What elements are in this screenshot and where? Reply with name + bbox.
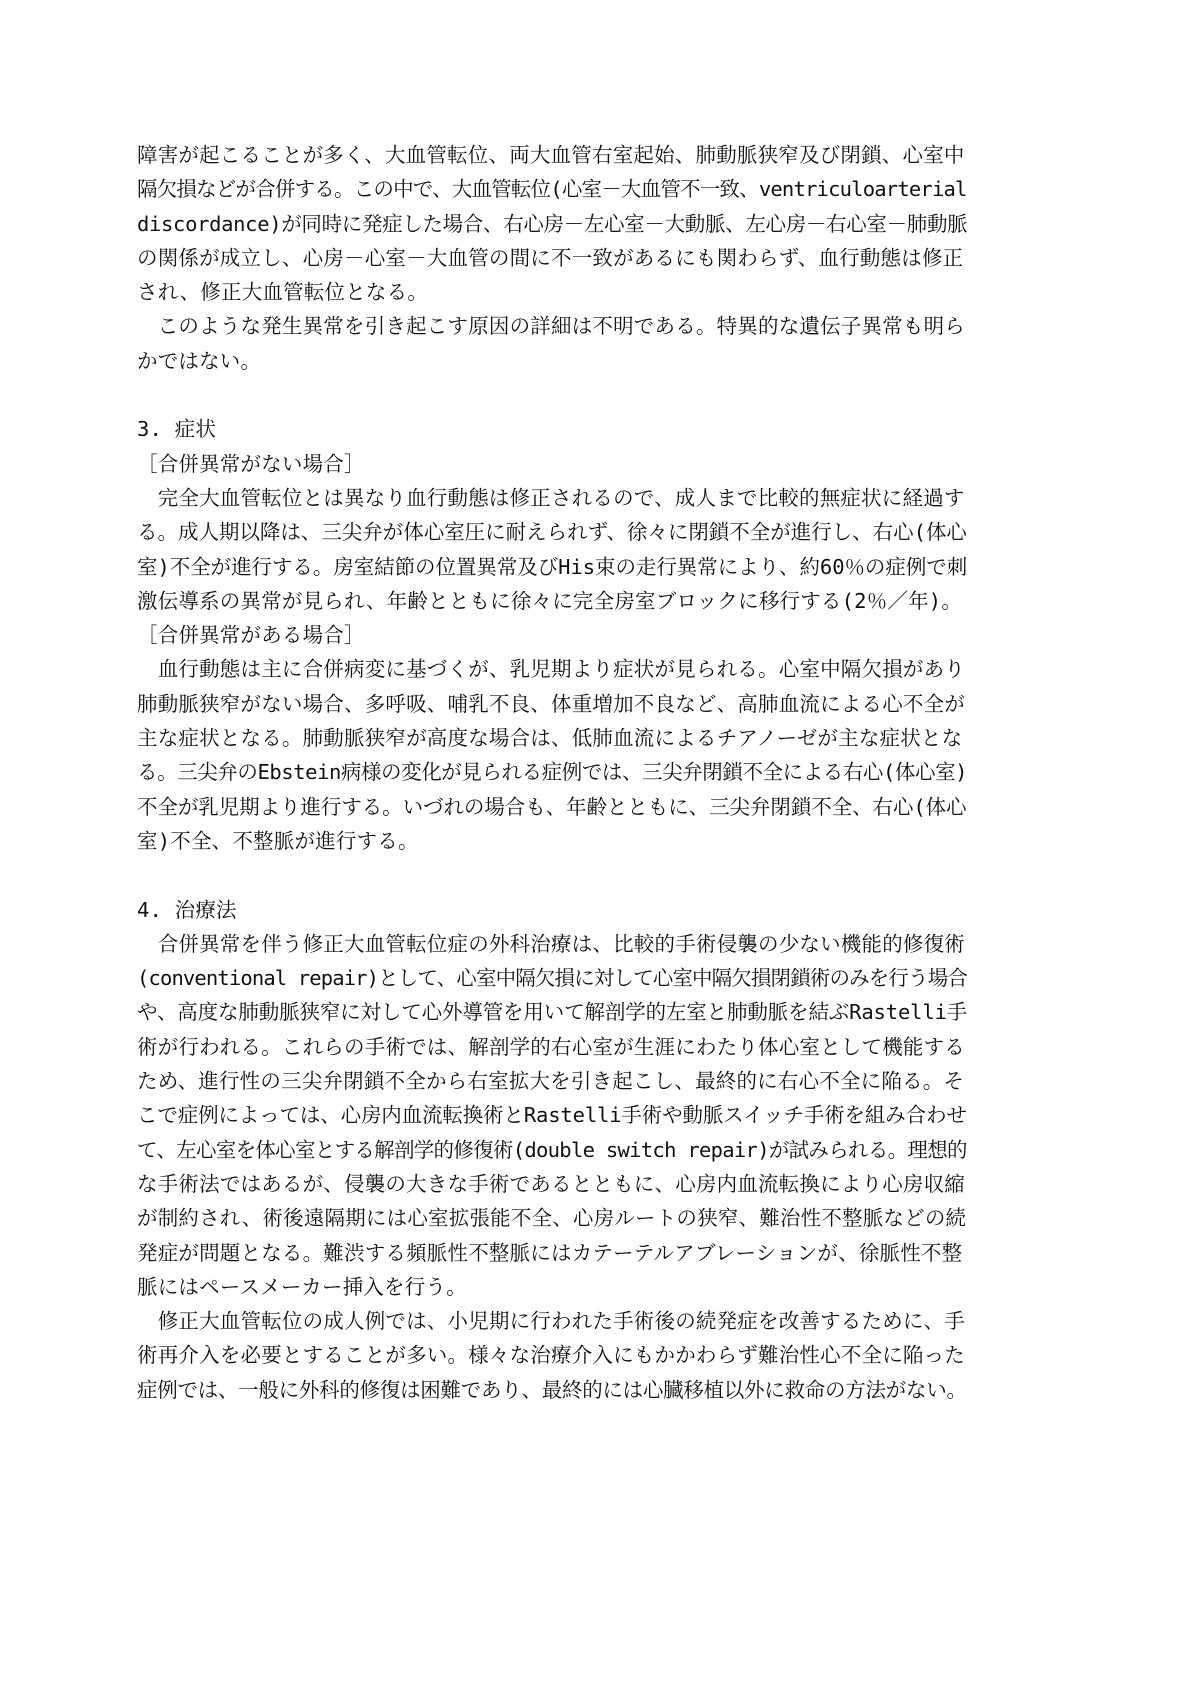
text-line: こで症例によっては、心房内血流転換術とRastelli手術や動脈スイッチ手術を組み合わせ — [137, 1103, 967, 1128]
text-line: 血行動態は主に合併病変に基づくが、乳児期より症状が見られる。心室中隔欠損があり — [137, 657, 965, 682]
text-line: が制約され、術後遠隔期には心室拡張能不全、心房ルートの狭窄、難治性不整脈などの続 — [137, 1206, 967, 1231]
subsection-heading: ［合併異常がない場合］ — [137, 451, 365, 476]
text-line: 主な症状となる。肺動脈狭窄が高度な場合は、低肺血流によるチアノーゼが主な症状とな — [137, 726, 963, 751]
text-line: て、左心室を体心室とする解剖学的修復術(double switch repair)が試みられる。理想的 — [137, 1137, 967, 1162]
text-line: このような発生異常を引き起こす原因の詳細は不明である。特異的な遺伝子異常も明ら — [137, 314, 965, 339]
text-line: ため、進行性の三尖弁閉鎖不全から右室拡大を引き起こし、最終的に右心不全に陥る。そ — [137, 1069, 965, 1094]
text-line: 脈にはペースメーカー挿入を行う。 — [137, 1274, 467, 1299]
section-heading: 3. 症状 — [137, 417, 217, 442]
blank-line — [137, 858, 967, 892]
document-body — [137, 138, 967, 1407]
text-line: 術が行われる。これらの手術では、解剖学的右心室が生涯にわたり体心室として機能する — [137, 1034, 965, 1059]
text-line: 合併異常を伴う修正大血管転位症の外科治療は、比較的手術侵襲の少ない機能的修復術 — [137, 931, 965, 956]
text-line: 室)不全が進行する。房室結節の位置異常及びHis束の走行異常により、約60％の症例で刺 — [137, 554, 968, 579]
text-line: 室)不全、不整脈が進行する。 — [137, 828, 419, 853]
text-line: や、高度な肺動脈狭窄に対して心外導管を用いて解剖学的左室と肺動脈を結ぶRastelli手 — [137, 1000, 968, 1025]
text-line: 障害が起こることが多く、大血管転位、両大血管右室起始、肺動脈狭窄及び閉鎖、心室中 — [137, 143, 965, 167]
text-line: 隔欠損などが合併する。この中で、大血管転位(心室－大血管不一致、ventriculoarterial — [137, 177, 967, 202]
text-line: 修正大血管転位の成人例では、小児期に行われた手術後の続発症を改善するために、手 — [137, 1309, 965, 1334]
text-line: かではない。 — [137, 348, 262, 373]
text-line: 激伝導系の異常が見られ、年齢とともに徐々に完全房室ブロックに移行する(2％／年)。 — [137, 588, 963, 613]
text-line: され、修正大血管転位となる。 — [137, 280, 429, 305]
text-line: 症例では、一般に外科的修復は困難であり、最終的には心臓移植以外に救命の方法がない。 — [137, 1377, 967, 1402]
blank-line — [137, 378, 967, 412]
text-line: 不全が乳児期より進行する。いづれの場合も、年齢とともに、三尖弁閉鎖不全、右心(体心 — [137, 794, 967, 819]
text-line: 発症が問題となる。難渋する頻脈性不整脈にはカテーテルアブレーションが、徐脈性不整 — [137, 1240, 963, 1265]
text-line: る。三尖弁のEbstein病様の変化が見られる症例では、三尖弁閉鎖不全による右心(体心室) — [137, 760, 968, 785]
text-line: る。成人期以降は、三尖弁が体心室圧に耐えられず、徐々に閉鎖不全が進行し、右心(体心 — [137, 520, 967, 545]
text-line: 術再介入を必要とすることが多い。様々な治療介入にもかかわらず難治性心不全に陥った — [137, 1343, 965, 1368]
section-heading: 4. 治療法 — [137, 897, 237, 922]
text-line: (conventional repair)として、心室中隔欠損に対して心室中隔欠損閉鎖術のみを行う場合 — [137, 966, 967, 991]
subsection-heading: ［合併異常がある場合］ — [137, 623, 365, 648]
text-line: 完全大血管転位とは異なり血行動態は修正されるので、成人まで比較的無症状に経過す — [137, 485, 965, 510]
text-line: discordance)が同時に発症した場合、右心房－左心室－大動脈、左心房－右心室－肺動脈 — [137, 211, 968, 236]
text-line: 肺動脈狭窄がない場合、多呼吸、哺乳不良、体重増加不良など、高肺血流による心不全が — [137, 691, 965, 716]
text-line: の関係が成立し、心房－心室－大血管の間に不一致があるにも関わらず、血行動態は修正 — [137, 245, 964, 270]
text-line: な手術法ではあるが、侵襲の大きな手術であるとともに、心房内血流転換により心房収縮 — [137, 1171, 965, 1196]
